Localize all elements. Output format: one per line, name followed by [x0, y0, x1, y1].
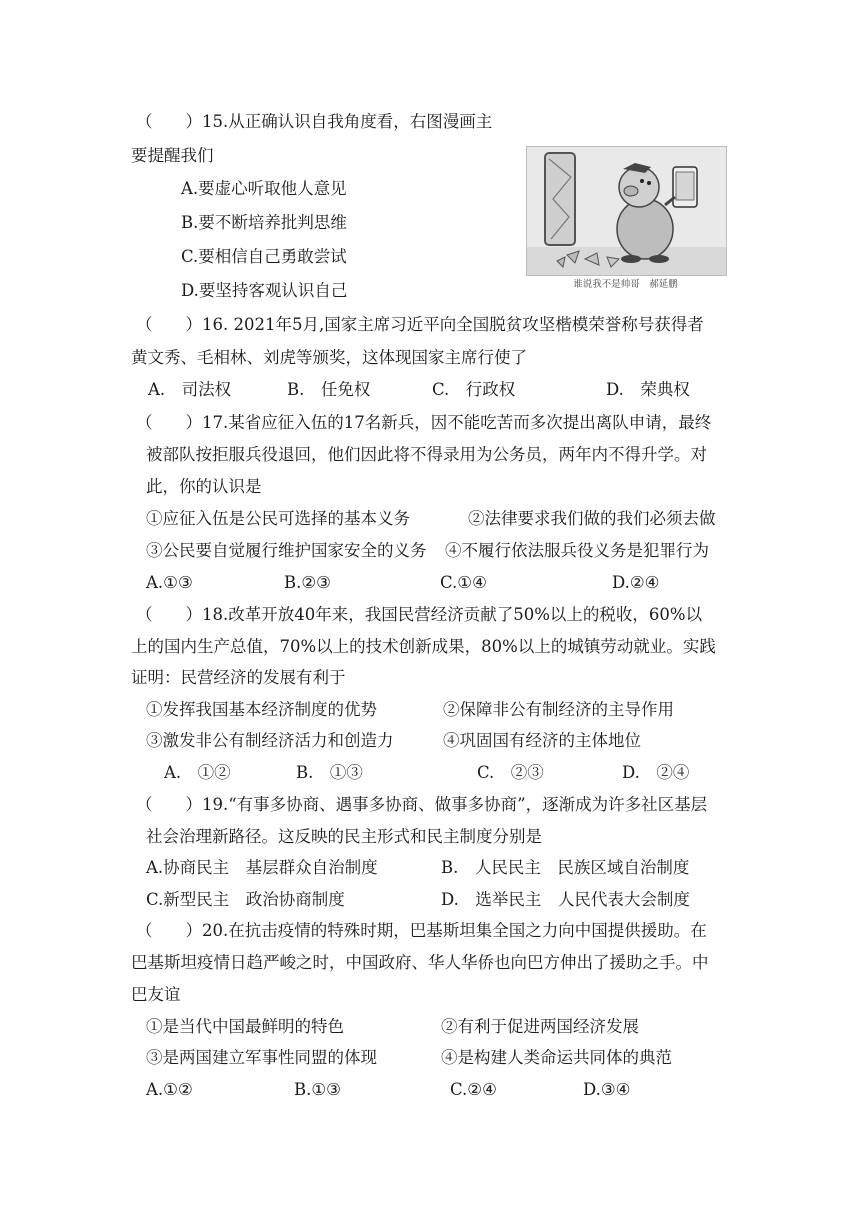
q16-option-d: D. 荣典权: [606, 380, 690, 399]
cartoon-image: [526, 146, 727, 276]
q19-option-b: B. 人民民主 民族区域自治制度: [441, 858, 690, 877]
q18-statement-4: ④巩固国有经济的主体地位: [443, 731, 641, 750]
q16-option-c: C. 行政权: [432, 380, 516, 399]
q19-option-d: D. 选举民主 人民代表大会制度: [441, 890, 690, 909]
q20-stem-line1: （ ）20.在抗击疫情的特殊时期，巴基斯坦集全国之力向中国提供援助。在: [136, 921, 707, 940]
q17-option-a: A.①③: [146, 573, 193, 592]
q16-option-a: A. 司法权: [148, 380, 232, 399]
q19-stem-line1: （ ）19.“有事多协商、遇事多协商、做事多协商”，逐渐成为许多社区基层: [136, 795, 708, 814]
q20-statement-1: ①是当代中国最鲜明的特色: [146, 1017, 344, 1036]
q16-stem-line2: 黄文秀、毛相林、刘虎等颁奖，这体现国家主席行使了: [131, 348, 527, 367]
q18-stem-line1: （ ）18.改革开放40年来，我国民营经济贡献了50%以上的税收，60%以: [136, 605, 703, 624]
q20-option-b: B.①③: [294, 1080, 341, 1099]
q15-stem-line2: 要提醒我们: [131, 146, 214, 165]
q17-stem-line3: 此，你的认识是: [146, 477, 262, 496]
q18-statement-1: ①发挥我国基本经济制度的优势: [146, 700, 377, 719]
q17-stem-line2: 被部队按拒服兵役退回，他们因此将不得录用为公务员，两年内不得升学。对: [146, 445, 707, 464]
q20-option-a: A.①②: [146, 1080, 193, 1099]
q20-statement-2: ②有利于促进两国经济发展: [441, 1017, 639, 1036]
q17-stem-line1: （ ）17.某省应征入伍的17名新兵，因不能吃苦而多次提出离队申请，最终: [136, 413, 712, 432]
q19-stem-line2: 社会治理新路径。这反映的民主形式和民主制度分别是: [146, 827, 542, 846]
q18-stem-line3: 证明：民营经济的发展有利于: [131, 668, 346, 687]
q18-option-b: B. ①③: [296, 763, 363, 782]
q16-option-b: B. 任免权: [287, 380, 371, 399]
q20-stem-line3: 巴友谊: [131, 985, 181, 1004]
q20-stem-line2: 巴基斯坦疫情日趋严峻之时，中国政府、华人华侨也向巴方伸出了援助之手。中: [131, 953, 709, 972]
q20-option-c: C.②④: [450, 1080, 497, 1099]
q18-option-a: A. ①②: [164, 763, 231, 782]
q19-option-a: A.协商民主 基层群众自治制度: [146, 858, 378, 877]
q15-option-a: A.要虚心听取他人意见: [181, 179, 347, 198]
q15-option-c: C.要相信自己勇敢尝试: [181, 247, 347, 266]
q19-option-c: C.新型民主 政治协商制度: [146, 890, 345, 909]
q15-option-b: B.要不断培养批判思维: [181, 213, 347, 232]
q18-statement-3: ③激发非公有制经济活力和创造力: [146, 731, 394, 750]
q18-option-c: C. ②③: [477, 763, 544, 782]
q20-statement-3: ③是两国建立军事性同盟的体现: [146, 1048, 377, 1067]
q20-option-d: D.③④: [583, 1080, 631, 1099]
q17-statement-2: ②法律要求我们做的我们必须去做: [468, 509, 716, 528]
cartoon-caption: 谁说我不是帅哥 郝延鹏: [573, 279, 678, 290]
q16-stem-line1: （ ）16. 2021年5月,国家主席习近平向全国脱贫攻坚楷模荣誉称号获得者: [136, 315, 704, 334]
q15-stem-line1: （ ）15.从正确认识自我角度看，右图漫画主: [136, 112, 493, 131]
q17-statement-1: ①应征入伍是公民可选择的基本义务: [146, 509, 410, 528]
q20-statement-4: ④是构建人类命运共同体的典范: [441, 1048, 672, 1067]
q18-statement-2: ②保障非公有制经济的主导作用: [443, 700, 674, 719]
q17-statement-3: ③公民要自觉履行维护国家安全的义务: [146, 541, 427, 560]
q18-stem-line2: 上的国内生产总值，70%以上的技术创新成果，80%以上的城镇劳动就业。实践: [131, 637, 716, 656]
q17-statement-4: ④不履行依法服兵役义务是犯罪行为: [445, 541, 709, 560]
q17-option-b: B.②③: [284, 573, 331, 592]
q15-option-d: D.要坚持客观认识自己: [181, 281, 348, 300]
q17-option-d: D.②④: [612, 573, 660, 592]
q17-option-c: C.①④: [440, 573, 487, 592]
q18-option-d: D. ②④: [622, 763, 690, 782]
